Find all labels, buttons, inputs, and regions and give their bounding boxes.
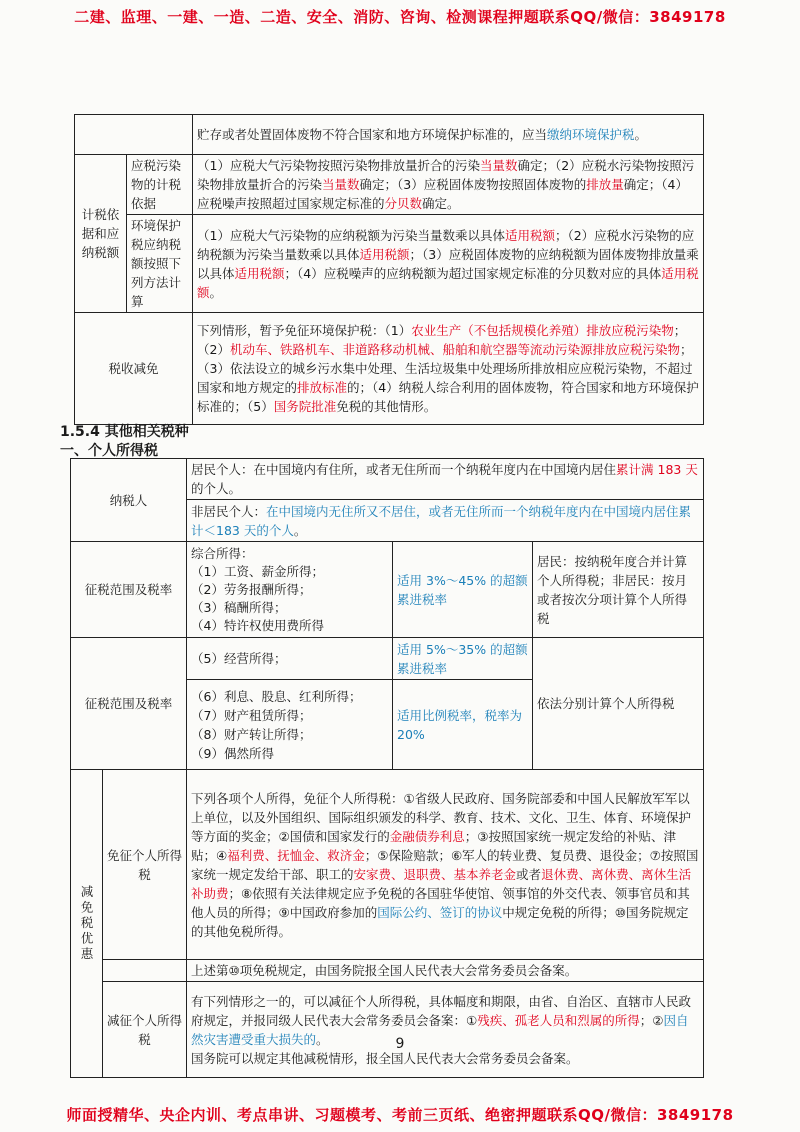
row-label: 应税污染物的计税依据 <box>127 155 193 215</box>
scope-label: 征税范围及税率 <box>71 638 187 770</box>
group-label: 计税依据和应纳税额 <box>75 155 127 313</box>
table-row: 税收减免 下列情形，暂予免征环境保护税：（1）农业生产（不包括规模化养殖）排放应税污染物；（2）机动车、铁路机车、非道路移动机械、船舶和航空器等流动污染源排放应税污染物；（3）依法设立的城乡污水集中处理、生活垃圾集中处理场所排放相应应税污染物，不超过国家和地方规定的排放标准的；（4）纳税人综合利用的固体废物，符合国家和地方环境保护标准的；（5）国务院批准免税的其他情形。 <box>75 313 704 425</box>
table-row: 上述第⑩项免税规定，由国务院报全国人民代表大会常务委员会备案。 <box>71 960 704 982</box>
row-label: 税收减免 <box>75 313 193 425</box>
table-row: 征税范围及税率 （5）经营所得； 适用 5%～35% 的超额累进税率 依法分别计算个人所得税 <box>71 638 704 680</box>
table-row: 减征个人所得税 有下列情形之一的，可以减征个人所得税，具体幅度和期限，由省、自治区、直辖市人民政府规定，并报同级人民代表大会常务委员会备案：①残疾、孤老人员和烈属的所得；②因自然灾害遭受重大损失的。 国务院可以规定其他减税情形，报全国人民代表大会常务委员会备案。 <box>71 982 704 1078</box>
reduce-label: 减征个人所得税 <box>103 982 187 1078</box>
row-label: 环境保护税应纳税额按照下列方法计算 <box>127 215 193 313</box>
table-row: 环境保护税应纳税额按照下列方法计算 （1）应税大气污染物的应纳税额为污染当量数乘以具体适用税额；（2）应税水污染物的应纳税额为污染当量数乘以具体适用税额；（3）应税固体废物的应纳税额为固体废物排放量乘以具体适用税额；（4）应税噪声的应纳税额为超过国家规定标准的分贝数对应的具体适用税额。 <box>75 215 704 313</box>
table-row: 非居民个人：在中国境内无住所又不居住，或者无住所而一个纳税年度内在中国境内居住累计＜183 天的个人。 <box>71 500 704 542</box>
env-tax-table <box>74 114 704 425</box>
section-heading: 1.5.4 其他相关税种 <box>60 424 189 440</box>
relief-label: 减免税优惠 <box>71 770 103 1078</box>
exempt-label: 免征个人所得税 <box>103 770 187 960</box>
table-row: 纳税人 居民个人：在中国境内有住所，或者无住所而一个纳税年度内在中国境内居住累计满 183 天的个人。 <box>71 459 704 500</box>
income-tax-table <box>70 458 704 1078</box>
table-row: 计税依据和应纳税额 应税污染物的计税依据 （1）应税大气污染物按照污染物排放量折合的污染当量数确定；（2）应税水污染物按照污染物排放量折合的污染当量数确定；（3）应税固体废物按照固体废物的排放量确定；（4）应税噪声按照超过国家规定标准的分贝数确定。 <box>75 155 704 215</box>
table-row: （6）利息、股息、红利所得； （7）财产租赁所得； （8）财产转让所得； （9）偶然所得 适用比例税率，税率为 20% <box>71 680 704 770</box>
taxpayer-label: 纳税人 <box>71 459 187 542</box>
page-number: 9 <box>395 1036 405 1052</box>
table-row: 贮存或者处置固体废物不符合国家和地方环境保护标准的，应当缴纳环境保护税。 <box>75 115 704 155</box>
header-banner: 二建、监理、一建、一造、二造、安全、消防、咨询、检测课程押题联系QQ/微信：3849178 <box>74 8 726 26</box>
table-row: 征税范围及税率 综合所得： （1）工资、薪金所得； （2）劳务报酬所得； （3）稿酬所得； （4）特许权使用费所得 适用 3%～45% 的超额累进税率 居民：按纳税年度合并计算个人所得税；非居民：按月或者按次分项计算个人所得税 <box>71 542 704 638</box>
table-row: 减免税优惠 免征个人所得税 下列各项个人所得，免征个人所得税：①省级人民政府、国务院部委和中国人民解放军军以上单位，以及外国组织、国际组织颁发的科学、教育、技术、文化、卫生、体育、环境保护等方面的奖金；②国债和国家发行的金融债券利息；③按照国家统一规定发给的补贴、津贴；④福利费、抚恤金、救济金；⑤保险赔款；⑥军人的转业费、复员费、退役金；⑦按照国家统一规定发给干部、职工的安家费、退职费、基本养老金或者退休费、离休费、离休生活补助费；⑧依照有关法律规定应予免税的各国驻华使馆、领事馆的外交代表、领事官员和其他人员的所得；⑨中国政府参加的国际公约、签订的协议中规定免税的所得；⑩国务院规定的其他免税所得。 <box>71 770 704 960</box>
footer-banner: 师面授精华、央企内训、考点串讲、习题模考、考前三页纸、绝密押题联系QQ/微信：3849178 <box>66 1106 734 1124</box>
subsection-heading: 一、个人所得税 <box>60 443 158 459</box>
scope-label: 征税范围及税率 <box>71 542 187 638</box>
